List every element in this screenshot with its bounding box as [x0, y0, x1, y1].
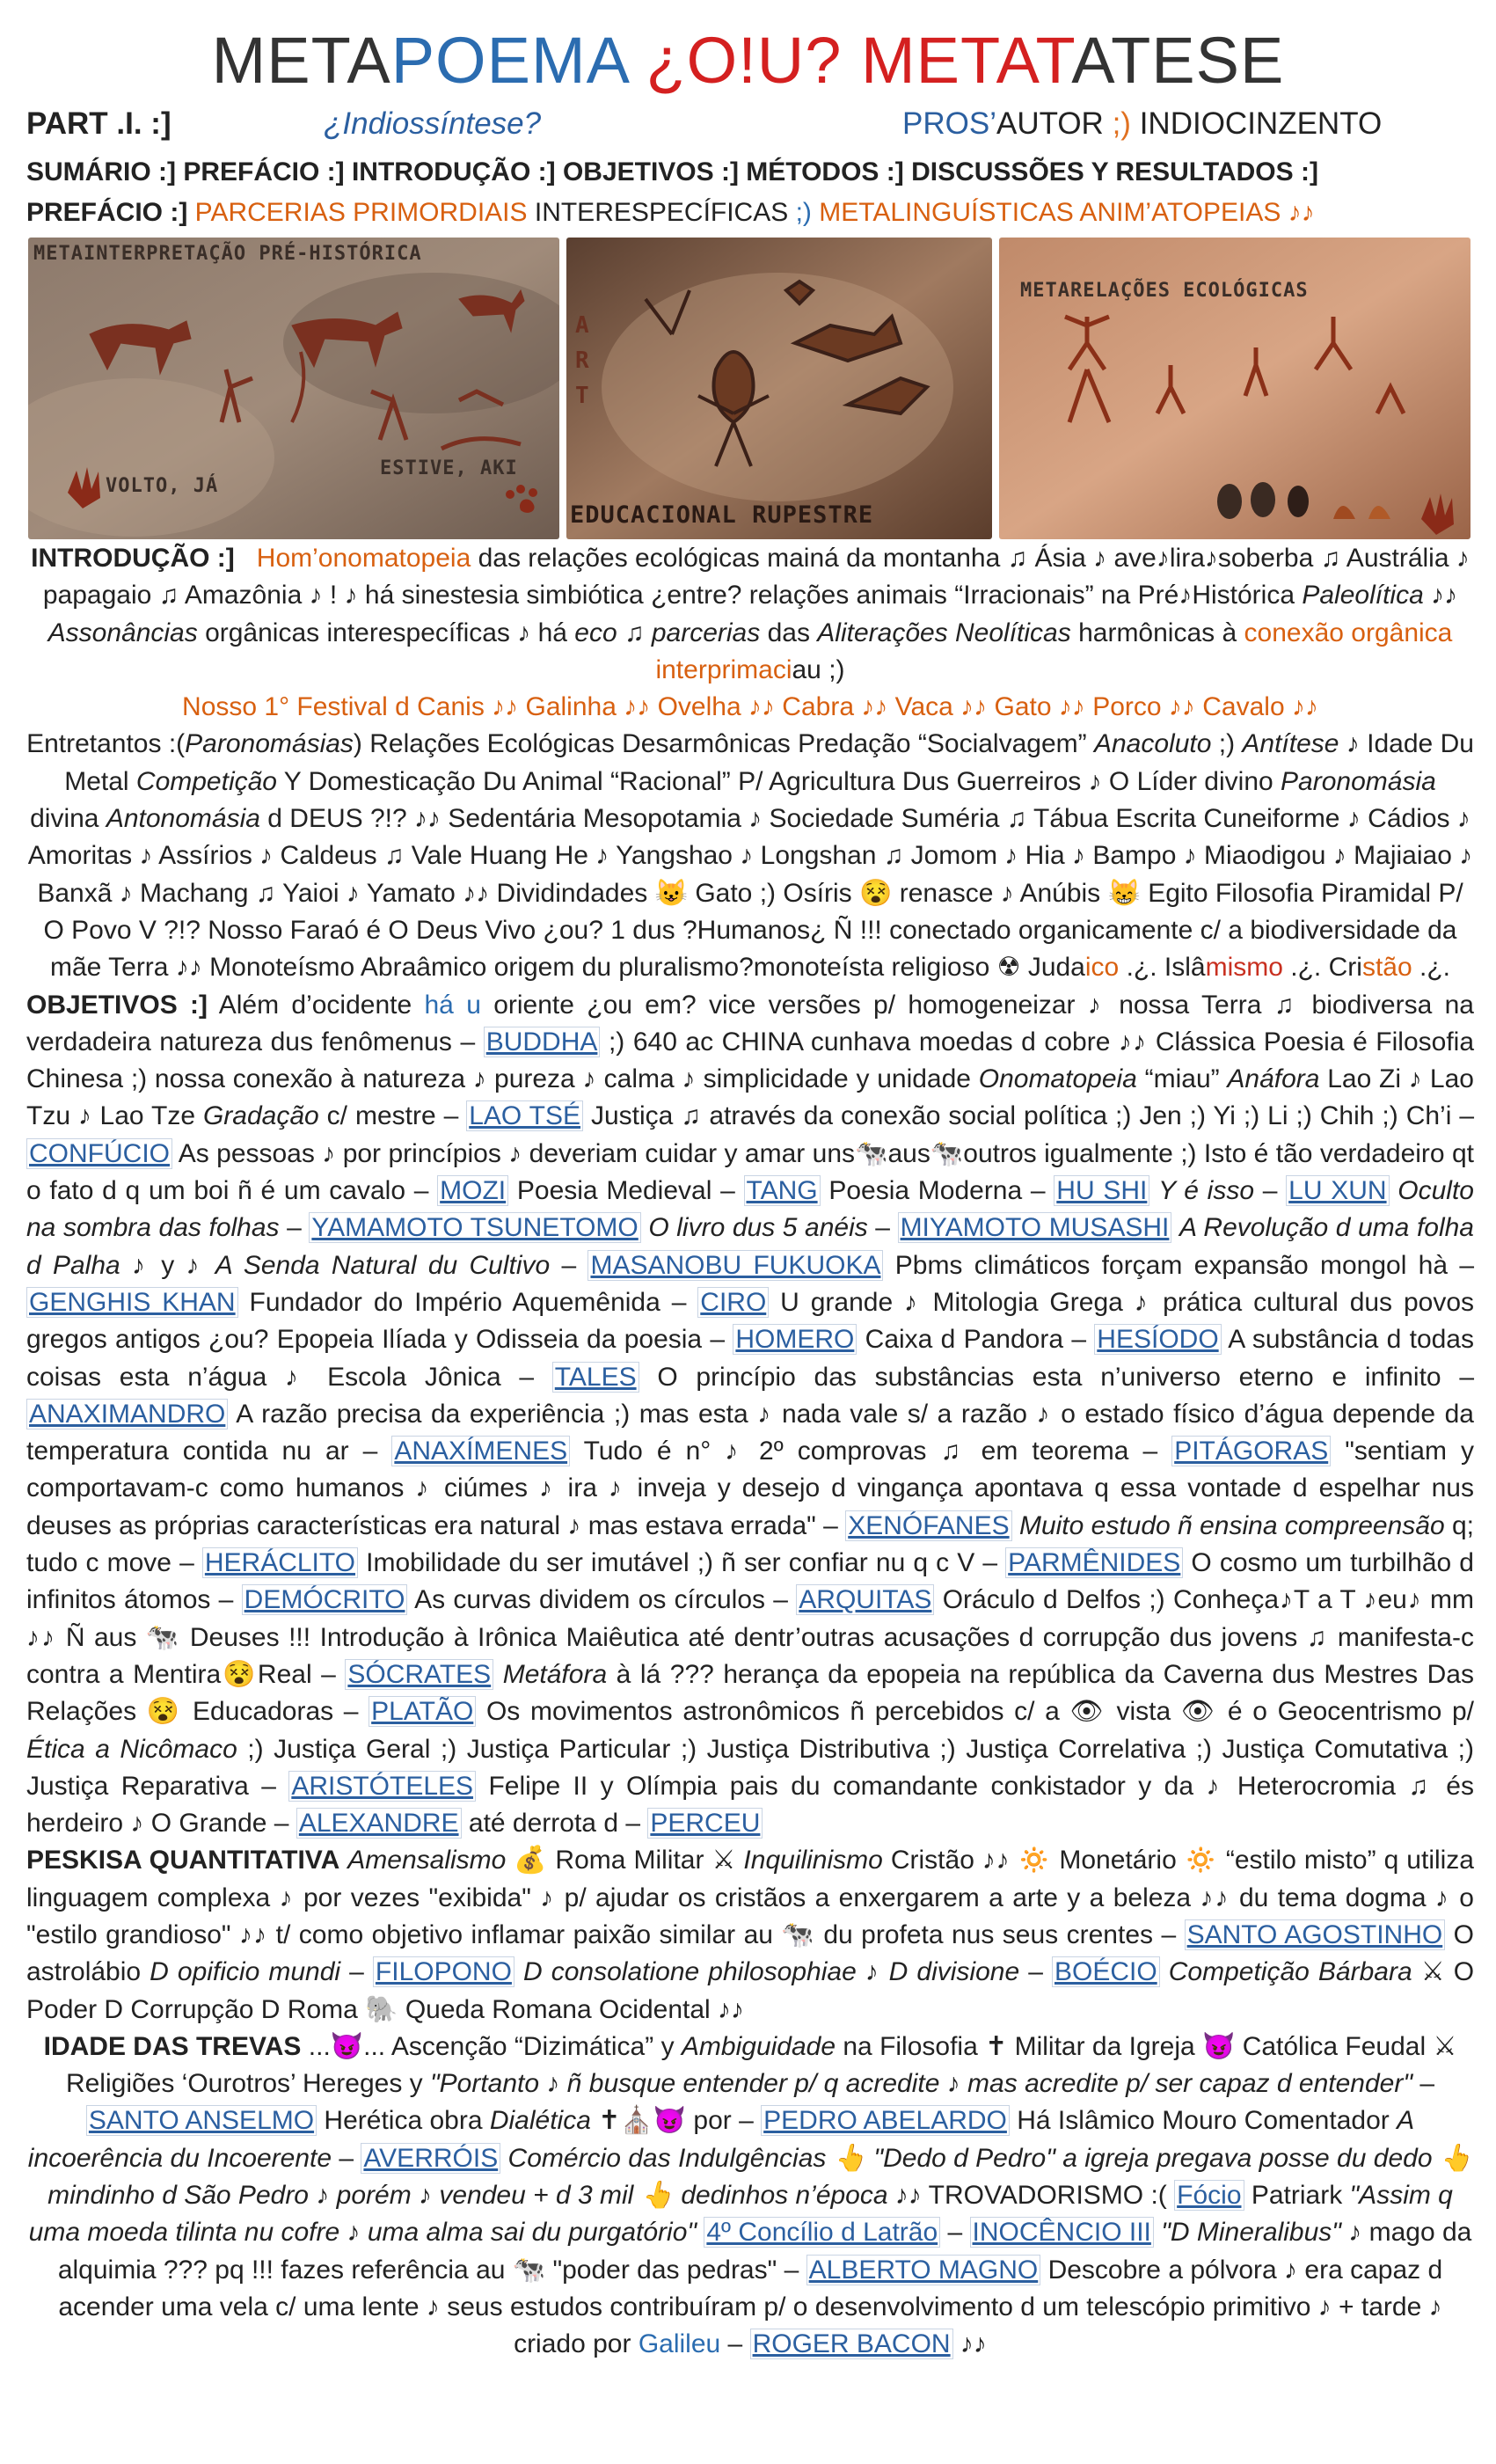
image2-caption-bottom: EDUCACIONAL RUPESTRE: [570, 501, 874, 529]
link-aristoteles[interactable]: ARISTÓTELES: [288, 1771, 476, 1802]
link-miyamoto[interactable]: MIYAMOTO MUSASHI: [898, 1212, 1172, 1243]
summary-line: SUMÁRIO :] PREFÁCIO :] INTRODUÇÃO :] OBJETIVOS :] MÉTODOS :] DISCUSSÕES Y RESULTADOS :]: [26, 157, 1318, 186]
link-xenofanes[interactable]: XENÓFANES: [845, 1510, 1011, 1541]
entretantos-paragraph: Entretantos :(Paronomásias) Relações Ecológicas Desarmônicas Predação “Socialvagem” Anacoluto ;) Antítese ♪ Idade Du Metal Competição Y Domesticação Du Animal “Racional” P/ Agricultura Dus Guerreiros ♪ O Líder divino Paronomásia divina Antonomásia d DEUS ?!? ♪♪ Sedentária Mesopotamia ♪ Sociedade Suméria ♫ Tábua Escrita Cuneiforme ♪ Cádios ♪ Amoritas ♪ Assírios ♪ Caldeus ♫ Vale Huang He ♪ Yangshao ♪ Longshan ♫ Jomom ♪ Hia ♪ Bampo ♪ Miaodigou ♪ Majiaiao ♪ Banxã ♪ Machang ♫ Yaioi ♪ Yamato ♪♪ Dividindades 😺 Gato ;) Osíris 😵 renasce ♪ Anúbis 😸 Egito Filosofia Piramidal P/ O Povo V ?!? Nosso Faraó é O Deus Vivo ¿ou? 1 dus ?Humanos¿ Ñ !!! conectado organicamente c/ a biodiversidade da mãe Terra ♪♪ Monoteísmo Abraâmico origem du pluralismo?monoteísta religioso ☢ Judaico .¿. Islâmismo .¿. Cristão .¿.: [26, 729, 1474, 983]
cave-painting-ecology-image: [999, 238, 1470, 539]
link-roger-bacon[interactable]: ROGER BACON: [750, 2329, 953, 2359]
link-mozi[interactable]: MOZI: [437, 1175, 508, 1206]
festival-line: Nosso 1° Festival d Canis ♪♪ Galinha ♪♪ Ovelha ♪♪ Cabra ♪♪ Vaca ♪♪ Gato ♪♪ Porco ♪♪ Cavalo ♪♪: [182, 692, 1318, 722]
image1-caption-left: VOLTO, JÁ: [106, 475, 219, 497]
link-hu-shi[interactable]: HU SHI: [1054, 1175, 1149, 1206]
link-concilio-latrao[interactable]: 4º Concílio d Latrão: [704, 2217, 940, 2248]
link-genghis-khan[interactable]: GENGHIS KHAN: [26, 1287, 238, 1318]
link-hesiodo[interactable]: HESÍODO: [1094, 1324, 1221, 1355]
part-subtitle: ¿Indiossíntese?: [324, 106, 542, 141]
objectives-paragraph: OBJETIVOS :] Além d’ocidente há u oriente ¿ou em? vice versões p/ homogeneizar ♪ nossa Terra ♫ biodiversa na verdadeira natureza dus fenômenus – BUDDHA ;) 640 ac CHINA cunhava moedas d cobre ♪♪ Clássica Poesia é Filosofia Chinesa ;) nossa conexão à natureza ♪ pureza ♪ calma ♪ simplicidade y unidade Onomatopeia “miau” Anáfora Lao Zi ♪ Lao Tzu ♪ Lao Tze Gradação c/ mestre – LAO TSÉ Justiça ♫ através da conexão social política ;) Jen ;) Yi ;) Li ;) Chih ;) Ch’i – CONFÚCIO As pessoas ♪ por princípios ♪ deveriam cuidar y amar uns🐄aus🐄outros igualmente ;) Isto é tão verdadeiro qt o fato d q um boi ñ é um cavalo – MOZI Poesia Medieval – TANG Poesia Moderna – HU SHI Y é isso – LU XUN Oculto na sombra das folhas – YAMAMOTO TSUNETOMO O livro dus 5 anéis – MIYAMOTO MUSASHI A Revolução d uma folha d Palha ♪ y ♪ A Senda Natural du Cultivo – MASANOBU FUKUOKA Pbms climáticos forçam expansão mongol hà – GENGHIS KHAN Fundador do Império Aquemênida – CIRO U grande ♪ Mitologia Grega ♪ prática cultural dus povos gregos antigos ¿ou? Epopeia Ilíada y Odisseia da poesia – HOMERO Caixa d Pandora – HESÍODO A substância d todas coisas esta n’água ♪ Escola Jônica – TALES O princípio das substâncias esta n’universo eterno e infinito – ANAXIMANDRO A razão precisa da experiência ;) mas esta ♪ nada vale s/ a razão ♪ o estado físico d’água depende da temperatura contida nu ar – ANAXÍMENES Tudo é n° ♪ 2º comprovas ♫ em teorema – PITÁGORAS "sentiam y comportavam-c como humanos ♪ ciúmes ♪ ira ♪ inveja y desejo d vingança apontava q essa vontade d espelhar nus deuses as próprias características era natural ♪ mas estava errada" – XENÓFANES Muito estudo ñ ensina compreensão q; tudo c move – HERÁCLITO Imobilidade du ser imutável ;) ñ ser confiar nu q c V – PARMÊNIDES O cosmo um turbilhão d infinitos átomos – DEMÓCRITO As curvas dividem os círculos – ARQUITAS Oráculo d Delfos ;) Conheça♪T a T ♪eu♪ mm ♪♪ Ñ aus 🐄 Deuses !!! Introdução à Irônica Maiêutica até dentr’outras acusações d corrupção dus jovens ♫ manifesta-c contra a Mentira😵Real – SÓCRATES Metáfora à lá ??? herança da epopeia na república da Caverna dus Mestres Das Relações 😵 Educadoras – PLATÃO Os movimentos astronômicos ñ percebidos c/ a 👁 vista 👁 é o Geocentrismo p/ Ética a Nicômaco ;) Justiça Geral ;) Justiça Particular ;) Justiça Distributiva ;) Justiça Correlativa ;) Justiça Comutativa ;) Justiça Reparativa – ARISTÓTELES Felipe II y Olímpia pais du comandante conkistador y da ♪ Heterocromia ♫ és herdeiro ♪ O Grande – ALEXANDRE até derrota d – PERCEU: [26, 990, 1475, 1839]
link-anaximenes[interactable]: ANAXÍMENES: [391, 1436, 570, 1466]
author-line: PROS’AUTOR ;) INDIOCINZENTO: [902, 106, 1383, 141]
link-lu-xun[interactable]: LU XUN: [1286, 1175, 1389, 1206]
link-fukuoka[interactable]: MASANOBU FUKUOKA: [587, 1250, 883, 1281]
link-pitagoras[interactable]: PITÁGORAS: [1171, 1436, 1331, 1466]
intro-paragraph: INTRODUÇÃO :] Hom’onomatopeia das relações ecológicas mainá da montanha ♫ Ásia ♪ ave♪lira♪soberba ♫ Austrália ♪ papagaio ♫ Amazônia ♪ ! ♪ há sinestesia simbiótica ¿entre? relações animais “Irracionais” na Pré♪Histórica Paleolítica ♪♪ Assonâncias orgânicas interespecíficas ♪ há eco ♫ parcerias das Aliterações Neolíticas harmônicas à conexão orgânica interprimaciau ;): [31, 544, 1470, 684]
link-anaximandro[interactable]: ANAXIMANDRO: [26, 1399, 228, 1429]
link-tang[interactable]: TANG: [744, 1175, 821, 1206]
page-title: METAPOEMA ¿O!U? METATATESE: [211, 24, 1285, 97]
link-santo-agostinho[interactable]: SANTO AGOSTINHO: [1185, 1919, 1446, 1950]
link-lao-tse[interactable]: LAO TSÉ: [466, 1100, 583, 1131]
image1-caption-top: METAINTERPRETAÇÃO PRÉ-HISTÓRICA: [33, 243, 422, 265]
title-ou: ¿O!U?: [626, 24, 861, 97]
cave-painting-hunting-image: [28, 238, 559, 539]
link-perceu[interactable]: PERCEU: [647, 1808, 763, 1839]
image3-caption-top: METARELAÇÕES ECOLÓGICAS: [1020, 280, 1309, 302]
link-alexandre[interactable]: ALEXANDRE: [296, 1808, 462, 1839]
link-focio[interactable]: Fócio: [1174, 2180, 1244, 2211]
title-meta: META: [211, 24, 391, 97]
link-santo-anselmo[interactable]: SANTO ANSELMO: [86, 2105, 317, 2136]
preface-line: PREFÁCIO :] PARCERIAS PRIMORDIAIS INTERESPECÍFICAS ;) METALINGUÍSTICAS ANIM’ATOPEIAS ♪♪: [26, 198, 1315, 227]
part-label: PART .I. :]: [26, 106, 171, 141]
image-row: [28, 238, 1470, 541]
title-meta2: META: [860, 24, 1036, 97]
link-boecio[interactable]: BOÉCIO: [1052, 1956, 1160, 1987]
image2-caption-side: ART: [575, 312, 590, 409]
peskisa-paragraph: PESKISA QUANTITATIVA Amensalismo 💰 Roma Militar ⚔ Inquilinismo Cristão ♪♪ 🔅 Monetário 🔅 “estilo misto” q utiliza linguagem complexa ♪ por vezes "exibida" ♪ p/ ajudar os cristãos a enxergarem a arte y a beleza ♪♪ du tema dogma ♪ o "estilo grandioso" ♪♪ t/ como objetivo inflamar paixão similar au 🐄 du profeta nus seus crentes – SANTO AGOSTINHO O astrolábio D opificio mundi – FILOPONO D consolatione philosophiae ♪ D divisione – BOÉCIO Competição Bárbara ⚔ O Poder D Corrupção D Roma 🐘 Queda Romana Ocidental ♪♪: [26, 1846, 1475, 2024]
link-confucio[interactable]: CONFÚCIO: [26, 1138, 172, 1169]
link-inocencio[interactable]: INOCÊNCIO III: [970, 2217, 1154, 2248]
link-tales[interactable]: TALES: [552, 1362, 639, 1393]
body-text: [26, 540, 1474, 2364]
link-democrito[interactable]: DEMÓCRITO: [242, 1584, 408, 1615]
link-socrates[interactable]: SÓCRATES: [345, 1659, 493, 1690]
link-homero[interactable]: HOMERO: [733, 1324, 857, 1355]
link-ciro[interactable]: CIRO: [697, 1287, 769, 1318]
link-yamamoto[interactable]: YAMAMOTO TSUNETOMO: [309, 1212, 640, 1243]
title-tese: TESE: [1111, 24, 1285, 97]
trevas-paragraph: IDADE DAS TREVAS ...😈... Ascenção “Dizimática” y Ambiguidade na Filosofia ✝ Militar da Igreja 😈 Católica Feudal ⚔ Religiões ‘Ourotros’ Hereges y "Portanto ♪ ñ busque entender p/ q acredite ♪ mas acredite p/ ser capaz d entender" – SANTO ANSELMO Herética obra Dialética ✝⛪😈 por – PEDRO ABELARDO Há Islâmico Mouro Comentador A incoerência du Incoerente – AVERRÓIS Comércio das Indulgências 👆 "Dedo d Pedro" a igreja pregava posse du dedo 👆 mindinho d São Pedro ♪ porém ♪ vendeu + d 3 mil 👆 dedinhos n’época ♪♪ TROVADORISMO :( Fócio Patriark "Assim q uma moeda tilinta nu cofre ♪ uma alma sai du purgatório" 4º Concílio d Latrão – INOCÊNCIO III "D Mineralibus" ♪ mago da alquimia ??? pq !!! fazes referência au 🐄 "poder das pedras" – ALBERTO MAGNO Descobre a pólvora ♪ era capaz d acender uma vela c/ uma lente ♪ seus estudos contribuíram p/ o desenvolvimento d um telescópio primitivo ♪ + tarde ♪ criado por Galileu – ROGER BACON ♪♪: [27, 2031, 1473, 2359]
link-parmenides[interactable]: PARMÊNIDES: [1005, 1547, 1183, 1578]
link-pedro-abelardo[interactable]: PEDRO ABELARDO: [761, 2105, 1010, 2136]
link-buddha[interactable]: BUDDHA: [484, 1027, 601, 1057]
part-line: [26, 104, 1469, 144]
link-arquitas[interactable]: ARQUITAS: [796, 1584, 934, 1615]
link-filopono[interactable]: FILOPONO: [373, 1956, 514, 1987]
link-heraclito[interactable]: HERÁCLITO: [202, 1547, 358, 1578]
link-platao[interactable]: PLATÃO: [369, 1696, 476, 1727]
cave-painting-ritual-image: [566, 238, 992, 539]
link-averrois[interactable]: AVERRÓIS: [361, 2143, 500, 2174]
image1-caption-right: ESTIVE, AKI: [380, 457, 518, 479]
title-poema: POEMA: [390, 24, 627, 97]
link-alberto-magno[interactable]: ALBERTO MAGNO: [806, 2255, 1041, 2285]
